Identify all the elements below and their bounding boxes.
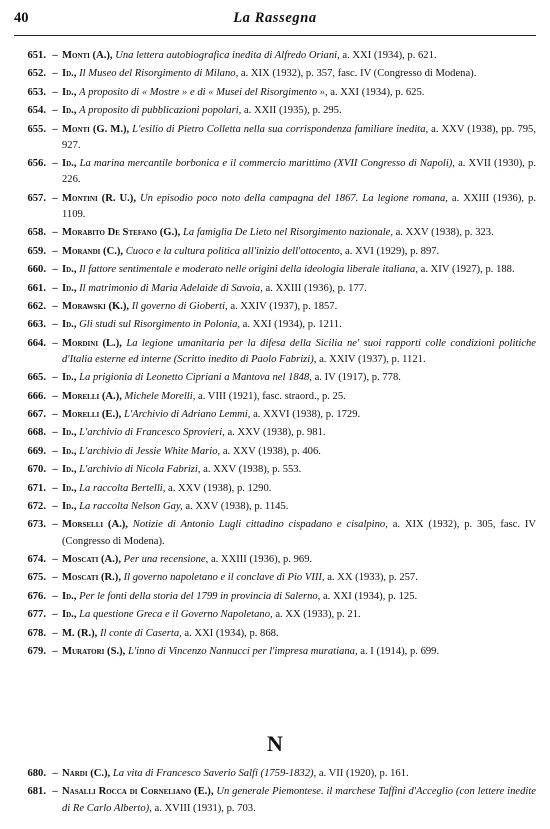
entry-author: Moscati (R.), <box>62 572 121 584</box>
header-rule <box>14 35 536 36</box>
entry-citation: a. XXV (1938), p. 1290. <box>168 482 272 494</box>
entry-text <box>62 481 536 497</box>
entry-title: L'inno di Vincenzo Nannucci per l'impresa muratiana, <box>127 645 358 657</box>
entry-title: A proposito di « Mostre » e di « Musei del Risorgimento », <box>79 86 328 98</box>
entry-title: Michele Morelli, <box>124 390 196 402</box>
entry-number: 662. <box>27 300 46 312</box>
entry-number: 666. <box>27 390 46 402</box>
entry-text <box>62 336 536 368</box>
entry-citation: a. XXVI (1938), p. 1729. <box>253 409 361 421</box>
entry-text <box>62 517 536 549</box>
entry-number: 658. <box>27 227 46 239</box>
entry-title: La vita di Francesco Saverio Salfi (1759-1832), <box>112 768 317 779</box>
entry-author: Id., <box>62 264 77 276</box>
entry-citation: a. XVIII (1931), p. 703. <box>154 802 256 814</box>
bibliography-entry <box>12 570 536 586</box>
entry-author: Id., <box>62 590 77 602</box>
bibliography-entry <box>12 607 536 623</box>
entry-citation: a. XXI (1934), p. 625. <box>330 86 425 98</box>
entry-author: Mordini (L.), <box>62 337 122 349</box>
bibliography-entry <box>12 122 536 154</box>
entry-text <box>62 552 536 568</box>
bibliography-entry <box>12 462 536 478</box>
entry-author: Montini (R. U.), <box>62 192 136 204</box>
entry-text <box>62 281 536 297</box>
entry-number: 672. <box>27 501 46 513</box>
entry-citation: a. XXV (1938), pp. 795, 927. <box>62 123 536 151</box>
bibliography-entry <box>12 48 536 64</box>
bibliography-entry <box>12 499 536 515</box>
entry-citation: a. VII (1920), p. 161. <box>318 768 409 779</box>
entry-title: Gli studi sul Risorgimento in Polonia, <box>79 319 241 331</box>
bibliography-entry <box>12 444 536 460</box>
bibliography-entry <box>12 225 536 241</box>
entry-author: Moscati (A.), <box>62 554 121 565</box>
entry-citation: a. XVII (1930), p. 226. <box>62 158 536 186</box>
entry-dash: – <box>52 482 58 494</box>
entry-dash: – <box>52 319 58 331</box>
entry-title: Per le fonti della storia del 1799 in provincia di Salerno, <box>79 590 321 602</box>
entry-author: Id., <box>62 86 77 98</box>
entry-title: Il Museo del Risorgimento di Milano, <box>79 68 239 80</box>
entry-dash: – <box>52 68 58 80</box>
entry-author: Morelli (E.), <box>62 409 122 421</box>
entry-text <box>62 626 536 642</box>
bibliography-entry <box>12 317 536 333</box>
bibliography-entry <box>12 407 536 423</box>
bibliography-entry <box>12 262 536 278</box>
entry-text <box>62 85 536 101</box>
bibliography-entry <box>12 299 536 315</box>
entry-title: La legione umanitaria per la difesa della Sicilia ne' suoi rapporti colle condizioni politiche d'Italia esterne ed interne (Scritto inedito di Paolo Fabrizi), <box>62 337 537 365</box>
entry-dash: – <box>52 590 58 602</box>
entry-author: Morelli (A.), <box>62 390 122 402</box>
entry-title: Il conte di Caserta, <box>99 627 182 639</box>
entry-dash: – <box>52 86 58 98</box>
entry-number: 659. <box>27 245 46 257</box>
entry-text <box>62 103 536 119</box>
entry-citation: a. XVI (1929), p. 897. <box>345 245 440 257</box>
entry-title: La prigionia di Leonetto Cipriani a Mantova nel 1848, <box>79 372 312 384</box>
entry-citation: a. XXIV (1937), p. 1121. <box>319 353 426 365</box>
entry-author: M. (R.), <box>62 627 98 639</box>
entry-text <box>62 784 536 816</box>
entry-text <box>62 499 536 515</box>
entry-number: 677. <box>27 609 46 621</box>
entry-number: 678. <box>27 627 46 639</box>
bibliography-entry <box>12 766 536 782</box>
bibliography-entry <box>12 644 536 660</box>
section-letter: N <box>267 731 283 756</box>
bibliography-entry <box>12 66 536 82</box>
entry-text <box>62 244 536 260</box>
entry-title: La questione Greca e il Governo Napoletano, <box>79 609 273 621</box>
entry-text <box>62 607 536 623</box>
entry-citation: a. XX (1933), p. 21. <box>275 609 361 621</box>
entry-dash: – <box>52 227 58 239</box>
entry-author: Id., <box>62 319 77 331</box>
entry-number: 664. <box>27 337 46 349</box>
entry-dash: – <box>52 501 58 513</box>
entry-author: Id., <box>62 445 77 457</box>
entry-text <box>62 570 536 586</box>
entry-citation: a. XX (1933), p. 257. <box>327 572 418 584</box>
entry-author: Id., <box>62 282 77 294</box>
entry-dash: – <box>52 645 58 657</box>
bibliography-entry <box>12 191 536 223</box>
entry-title: L'Archivio di Adriano Lemmi, <box>123 409 251 421</box>
entry-dash: – <box>52 158 58 170</box>
entry-title: Per una recensione, <box>123 554 209 565</box>
entry-number: 681. <box>27 786 46 798</box>
entry-author: Id., <box>62 501 77 513</box>
entry-number: 680. <box>27 768 46 779</box>
bibliography-entry <box>12 156 536 188</box>
entry-author: Id., <box>62 372 77 384</box>
entry-author: Id., <box>62 609 77 621</box>
entry-number: 655. <box>27 123 46 135</box>
entry-number: 654. <box>27 105 46 117</box>
entry-number: 660. <box>27 264 46 276</box>
entry-citation: a. IV (1917), p. 778. <box>314 372 401 384</box>
entry-citation: a. XXI (1934), p. 868. <box>184 627 279 639</box>
entry-citation: a. XIV (1927), p. 188. <box>420 264 515 276</box>
entry-number: 673. <box>27 519 46 531</box>
bibliography-entry <box>12 103 536 119</box>
entry-title: La famiglia De Lieto nel Risorgimento nazionale, <box>183 227 394 239</box>
entry-dash: – <box>52 609 58 621</box>
entry-author: Muratori (S.), <box>62 645 126 657</box>
entry-title: Il governo napoletano e il conclave di Pio VIII, <box>123 572 325 584</box>
entry-dash: – <box>52 445 58 457</box>
entry-dash: – <box>52 464 58 476</box>
bibliography-entry <box>12 244 536 260</box>
entry-text <box>62 262 536 278</box>
entry-text <box>62 389 536 405</box>
entry-author: Id., <box>62 482 77 494</box>
entry-dash: – <box>52 50 58 61</box>
bibliography-entry <box>12 336 536 368</box>
entry-number: 663. <box>27 319 46 331</box>
bibliography-entry <box>12 425 536 441</box>
entry-author: Id., <box>62 158 77 170</box>
entry-title: Il governo di Gioberti, <box>131 300 228 312</box>
entry-title: Un episodio poco noto della campagna del 1867. La legione romana, <box>139 192 448 204</box>
entry-citation: a. XXIII (1936), p. 1109. <box>62 192 536 220</box>
entry-citation: a. XXV (1938), p. 553. <box>203 464 302 476</box>
entry-citation: a. XXV (1938), p. 1145. <box>185 501 289 513</box>
entry-text <box>62 317 536 333</box>
bibliography-entry <box>12 85 536 101</box>
entry-citation: a. XXV (1938), p. 406. <box>222 445 321 457</box>
entry-dash: – <box>52 264 58 276</box>
entry-text <box>62 407 536 423</box>
entry-dash: – <box>52 372 58 384</box>
entry-number: 656. <box>27 158 46 170</box>
bibliography-entry <box>12 281 536 297</box>
entry-number: 667. <box>27 409 46 421</box>
running-title: La Rassegna <box>233 10 317 26</box>
entry-author: Id., <box>62 105 77 117</box>
page-header <box>14 10 536 32</box>
entry-title: La marina mercantile borbonica e il commercio marittimo (XVII Congresso di Napoli), <box>79 158 455 170</box>
bibliography-entry <box>12 517 536 549</box>
entry-citation: a. XXV (1938), p. 981. <box>227 427 326 439</box>
entry-text <box>62 644 536 660</box>
entry-text <box>62 191 536 223</box>
entry-citation: a. XIX (1932), p. 357, fasc. IV (Congresso di Modena). <box>240 68 477 80</box>
entry-title: La raccolta Bertelli, <box>79 482 166 494</box>
bibliography-entry <box>12 784 536 816</box>
entry-dash: – <box>52 786 58 798</box>
entry-number: 671. <box>27 482 46 494</box>
entry-text <box>62 589 536 605</box>
entry-dash: – <box>52 245 58 257</box>
entry-dash: – <box>52 123 58 135</box>
entry-number: 669. <box>27 445 46 457</box>
bibliography-entry <box>12 589 536 605</box>
bibliography-entry <box>12 481 536 497</box>
entry-number: 661. <box>27 282 46 294</box>
entry-title: A proposito di pubblicazioni popolari, <box>79 105 242 117</box>
entry-citation: a. VIII (1921), fasc. straord., p. 25. <box>198 390 346 402</box>
entry-number: 652. <box>27 68 46 80</box>
entry-citation: a. XXI (1934), p. 1211. <box>242 319 342 331</box>
entry-dash: – <box>52 105 58 117</box>
entry-author: Monti (A.), <box>62 50 113 61</box>
entry-dash: – <box>52 768 58 779</box>
bibliography-entry <box>12 552 536 568</box>
entry-author: Morawski (K.), <box>62 300 130 312</box>
entry-number: 679. <box>27 645 46 657</box>
bibliography-list <box>12 48 536 660</box>
entry-title: Il fattore sentimentale e moderato nelle origini della ideologia liberale italiana, <box>79 264 418 276</box>
entry-dash: – <box>52 409 58 421</box>
entry-citation: a. XXIII (1936), p. 177. <box>265 282 367 294</box>
entry-citation: a. XXV (1938), p. 323. <box>395 227 494 239</box>
entry-citation: a. XXI (1934), p. 125. <box>322 590 418 602</box>
entry-dash: – <box>52 627 58 639</box>
bibliography-list-n <box>12 766 536 817</box>
entry-dash: – <box>52 572 58 584</box>
entry-number: 674. <box>27 554 46 565</box>
entry-title: L'archivio di Nicola Fabrizi, <box>79 464 201 476</box>
entry-dash: – <box>52 390 58 402</box>
entry-text <box>62 370 536 386</box>
entry-author: Morabito De Stefano (G.), <box>62 227 181 239</box>
entry-text <box>62 156 536 188</box>
entry-title: Una lettera autobiografica inedita di Alfredo Oriani, <box>115 50 340 61</box>
entry-author: Nardi (C.), <box>62 768 111 779</box>
entry-author: Id., <box>62 68 77 80</box>
entry-dash: – <box>52 554 58 565</box>
entry-title: L'archivio di Jessie White Mario, <box>79 445 221 457</box>
entry-citation: a. XXI (1934), p. 621. <box>342 50 437 61</box>
entry-text <box>62 766 536 782</box>
entry-text <box>62 66 536 82</box>
entry-number: 676. <box>27 590 46 602</box>
entry-title: Un generale Piemontese. il marchese Taffini d'Acceglio (con lettere inedite di Re Carlo Alberto), <box>62 786 536 814</box>
entry-dash: – <box>52 427 58 439</box>
entry-citation: a. XIX (1932), p. 305, fasc. IV (Congresso di Modena). <box>62 519 537 547</box>
entry-title: L'archivio di Francesco Sprovieri, <box>79 427 225 439</box>
entry-title: La raccolta Nelson Gay, <box>79 501 183 513</box>
entry-title: Notizie di Antonio Lugli cittadino cispadano e cisalpino, <box>132 519 388 531</box>
entry-author: Id., <box>62 427 77 439</box>
entry-text <box>62 444 536 460</box>
entry-citation: a. XXIII (1936), p. 969. <box>210 554 313 565</box>
entry-author: Nasalli Rocca di Corneliano (E.), <box>62 786 214 798</box>
entry-number: 657. <box>27 192 46 204</box>
entry-author: Id., <box>62 464 77 476</box>
entry-number: 665. <box>27 372 46 384</box>
entry-dash: – <box>52 300 58 312</box>
entry-dash: – <box>52 337 58 349</box>
entry-text <box>62 462 536 478</box>
page-number: 40 <box>14 10 29 26</box>
entry-dash: – <box>52 519 58 531</box>
entry-author: Morandi (C.), <box>62 245 124 257</box>
entry-dash: – <box>52 192 58 204</box>
entry-author: Monti (G. M.), <box>62 123 130 135</box>
entry-text <box>62 425 536 441</box>
entry-number: 651. <box>27 50 46 61</box>
bibliography-entry <box>12 389 536 405</box>
entry-title: Cuoco e la cultura politica all'inizio dell'ottocento, <box>125 245 343 257</box>
entry-number: 675. <box>27 572 46 584</box>
entry-number: 670. <box>27 464 46 476</box>
entry-text <box>62 48 536 64</box>
bibliography-entry <box>12 370 536 386</box>
entry-number: 668. <box>27 427 46 439</box>
entry-citation: a. XXIV (1937), p. 1857. <box>230 300 338 312</box>
entry-text <box>62 299 536 315</box>
entry-citation: a. I (1914), p. 699. <box>360 645 440 657</box>
entry-text <box>62 122 536 154</box>
entry-text <box>62 225 536 241</box>
entry-title: L'esilio di Pietro Colletta nella sua corrispondenza familiare inedita, <box>132 123 429 135</box>
entry-citation: a. XXII (1935), p. 295. <box>243 105 342 117</box>
entry-author: Morselli (A.), <box>62 519 128 531</box>
entry-dash: – <box>52 282 58 294</box>
entry-title: Il matrimonio di Maria Adelaide di Savoia, <box>79 282 263 294</box>
entry-number: 653. <box>27 86 46 98</box>
bibliography-entry <box>12 626 536 642</box>
